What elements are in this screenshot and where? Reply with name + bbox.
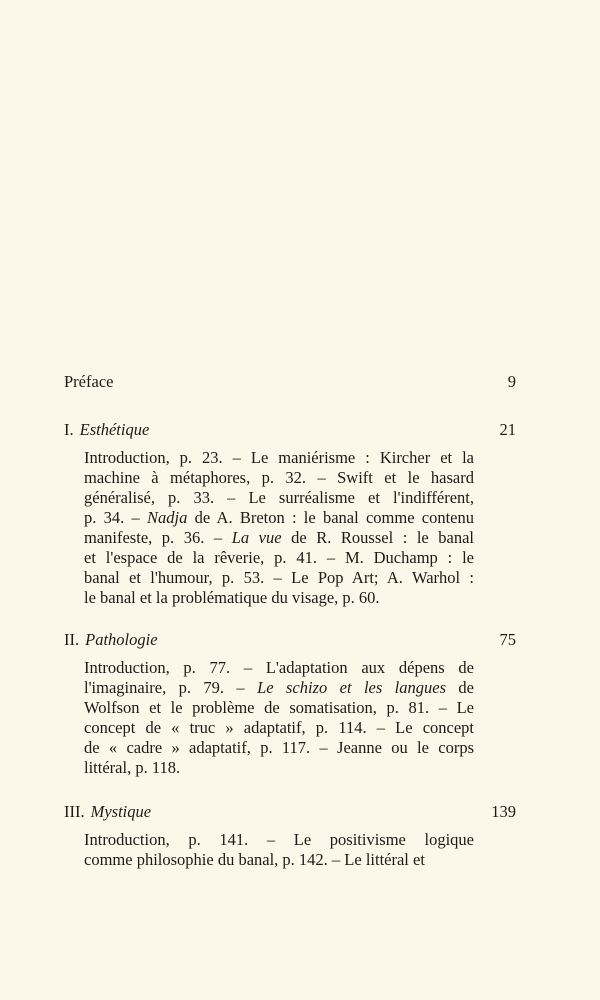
- summary-line: [84, 830, 474, 850]
- summary-text: de: [446, 678, 474, 697]
- summary-text: Introduction, p. 141. – Le positivisme logique: [84, 830, 474, 849]
- section-summary: [84, 830, 474, 870]
- summary-line: [84, 698, 474, 718]
- summary-line: [84, 738, 474, 758]
- summary-text: p. 34. –: [84, 508, 148, 527]
- toc-entry-preface: [64, 371, 516, 393]
- summary-text: de R. Roussel : le banal: [281, 528, 474, 547]
- summary-line: [84, 508, 474, 528]
- section-title: Pathologie: [85, 630, 158, 649]
- summary-line: [84, 468, 474, 488]
- summary-line: [84, 528, 474, 548]
- summary-text: Introduction, p. 77. – L'adaptation aux dépens de: [84, 658, 474, 677]
- summary-line: [84, 718, 474, 738]
- section-title: Mystique: [90, 802, 152, 821]
- summary-line: [84, 588, 474, 608]
- summary-line: [84, 850, 474, 870]
- section-page-number: 75: [499, 630, 516, 649]
- summary-line: [84, 678, 474, 698]
- summary-line: [84, 548, 474, 568]
- summary-text: et l'espace de la rêverie, p. 41. – M. Duchamp : le: [84, 548, 474, 567]
- summary-text: comme philosophie du banal, p. 142. – Le littéral et: [84, 850, 425, 869]
- summary-text: concept de « truc » adaptatif, p. 114. – Le concept: [84, 718, 474, 737]
- summary-text: le banal et la problématique du visage, p. 60.: [84, 588, 380, 607]
- summary-line: [84, 448, 474, 468]
- section-heading: [64, 629, 158, 651]
- section-number: I.: [64, 420, 74, 439]
- section-number: II.: [64, 630, 80, 649]
- summary-text: généralisé, p. 33. – Le surréalisme et l'indifférent,: [84, 488, 474, 507]
- summary-line: [84, 758, 474, 778]
- section-page-number: 21: [499, 420, 516, 439]
- summary-text: littéral, p. 118.: [84, 758, 181, 777]
- section-number: III.: [64, 802, 85, 821]
- summary-text: banal et l'humour, p. 53. – Le Pop Art; A. Warhol :: [84, 568, 474, 587]
- summary-line: [84, 658, 474, 678]
- section-title: Esthétique: [79, 420, 150, 439]
- summary-line: [84, 568, 474, 588]
- section-heading: [64, 801, 151, 823]
- summary-text: l'imaginaire, p. 79. –: [84, 678, 258, 697]
- preface-page-number: 9: [507, 372, 516, 391]
- summary-text: de « cadre » adaptatif, p. 117. – Jeanne ou le corps: [84, 738, 474, 757]
- work-title: Nadja: [147, 508, 188, 527]
- toc-entry-section-1: [64, 419, 516, 441]
- work-title: La vue: [231, 528, 282, 547]
- summary-line: [84, 488, 474, 508]
- preface-title: Préface: [64, 372, 114, 391]
- summary-text: Wolfson et le problème de somatisation, p. 81. – Le: [84, 698, 474, 717]
- summary-text: machine à métaphores, p. 32. – Swift et le hasard: [84, 468, 474, 487]
- summary-text: Introduction, p. 23. – Le maniérisme : Kircher et la: [84, 448, 474, 467]
- toc-entry-section-3: [64, 801, 516, 823]
- summary-text: manifeste, p. 36. –: [84, 528, 232, 547]
- work-title: Le schizo et les langues: [257, 678, 447, 697]
- section-summary: [84, 448, 474, 608]
- summary-text: de A. Breton : le banal comme contenu: [187, 508, 474, 527]
- section-page-number: 139: [491, 802, 516, 821]
- section-heading: [64, 419, 149, 441]
- toc-entry-section-2: [64, 629, 516, 651]
- section-summary: [84, 658, 474, 778]
